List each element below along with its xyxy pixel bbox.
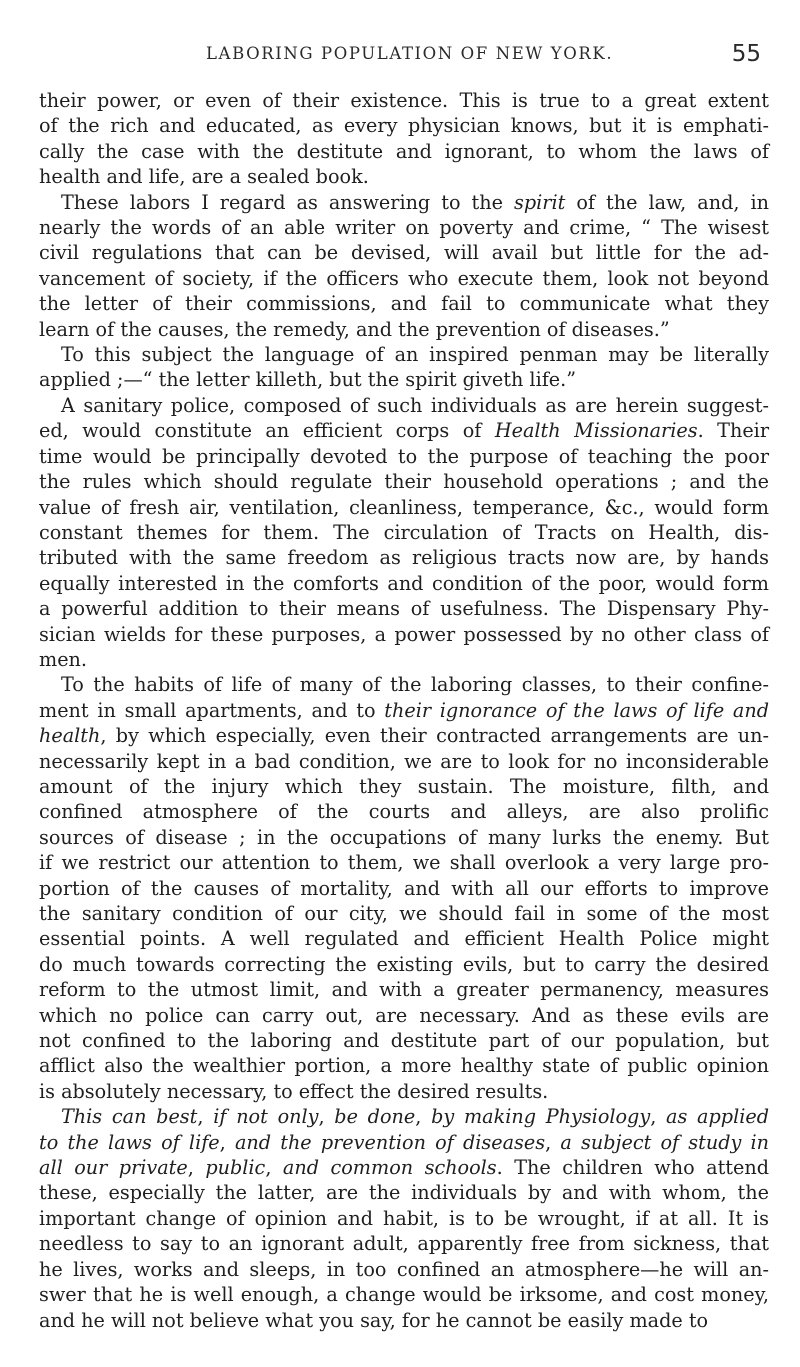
text-line: sician wields for these purposes, a power possessed by no other class of	[39, 622, 769, 646]
text-line: essential points. A well regulated and efficient Health Police might	[39, 927, 769, 951]
text-line: nearly the words of an able writer on poverty and crime, “ The wisest	[39, 216, 769, 240]
text-line: of the rich and educated, as every physician knows, but it is emphati-	[39, 114, 769, 138]
text-run: ,	[265, 1156, 283, 1180]
text-line: necessarily kept in a bad condition, we are to look for no inconsiderable	[39, 749, 769, 773]
text-line: amount of the injury which they sustain. The moisture, filth, and	[39, 774, 769, 798]
text-line	[39, 698, 769, 723]
text-run: ,	[545, 1130, 561, 1154]
text-line: a powerful addition to their means of usefulness. The Dispensary Phy-	[39, 597, 769, 621]
italic-phrase: to the laws of life	[39, 1130, 220, 1154]
text-line: time would be principally devoted to the purpose of teaching the poor	[39, 444, 769, 468]
italic-phrase: This can best	[61, 1105, 198, 1129]
italic-phrase: their ignorance of the laws of life and	[384, 698, 769, 722]
italic-phrase: a subject of study in	[560, 1130, 770, 1154]
body-text	[39, 88, 769, 1333]
text-line: men.	[39, 647, 88, 671]
text-line	[39, 418, 769, 443]
text-line: the letter of their commissions, and fail to communicate what they	[39, 292, 769, 316]
text-line: cally the case with the destitute and ignorant, to whom the laws of	[39, 139, 769, 163]
text-run: of the law, and, in	[565, 190, 770, 214]
text-line: reform to the utmost limit, and with a greater permanency, measures	[39, 978, 769, 1002]
text-line: the rules which should regulate their household operations ; and the	[39, 470, 769, 494]
text-run: . The children who attend	[496, 1156, 769, 1180]
text-line: applied ;—“ the letter killeth, but the spirit giveth life.”	[39, 368, 577, 392]
italic-phrase: if not only	[213, 1105, 319, 1129]
text-line: their power, or even of their existence. This is true to a great extent	[39, 89, 769, 112]
text-line	[39, 723, 769, 748]
text-line: these, especially the latter, are the individuals by and with whom, the	[39, 1181, 769, 1205]
running-head	[0, 41, 800, 74]
italic-phrase: and common schools	[282, 1156, 497, 1180]
text-run: ,	[415, 1105, 432, 1129]
text-line: needless to say to an ignorant adult, apparently free from sickness, that	[39, 1232, 769, 1256]
text-line: constant themes for them. The circulation of Tracts on Health, dis-	[39, 520, 769, 544]
text-line: sources of disease ; in the occupations of many lurks the enemy. But	[39, 825, 769, 849]
text-line	[39, 190, 769, 215]
text-run: These labors I regard as answering to the	[61, 190, 514, 214]
text-line: which no police can carry out, are necessary. And as these evils are	[39, 1003, 769, 1027]
text-line: portion of the causes of mortality, and with all our efforts to improve	[39, 876, 769, 900]
italic-phrase: and the prevention of diseases	[234, 1130, 546, 1154]
text-line: is absolutely necessary, to effect the desired results.	[39, 1079, 549, 1103]
text-line: equally interested in the comforts and condition of the poor, would form	[39, 571, 769, 595]
text-run: ,	[650, 1105, 667, 1129]
text-line: confined atmosphere of the courts and alleys, are also prolific	[39, 800, 769, 824]
text-line: he lives, works and sleeps, in too confined an atmosphere—he will an-	[39, 1257, 769, 1281]
text-run: , by which especially, even their contracted arrangements are un-	[100, 724, 769, 748]
text-line: To this subject the language of an inspired penman may be literally	[61, 343, 769, 367]
text-run: ,	[318, 1105, 335, 1129]
italic-phrase: all our private	[39, 1156, 188, 1180]
italic-phrase: be done	[334, 1105, 416, 1129]
text-line: the sanitary condition of our city, we should fail in some of the most	[39, 902, 769, 925]
text-line: afflict also the wealthier portion, a more healthy state of public opinion	[39, 1054, 769, 1078]
italic-phrase: as applied	[666, 1105, 769, 1129]
text-line: value of fresh air, ventilation, cleanliness, temperance, &c., would form	[39, 495, 769, 519]
page-number: 55	[731, 41, 761, 67]
text-line	[39, 1104, 769, 1129]
italic-phrase: Health Missionaries	[494, 419, 698, 443]
italic-phrase: spirit	[514, 190, 566, 214]
text-run: ,	[219, 1130, 235, 1154]
text-line	[39, 1155, 769, 1180]
text-line: if we restrict our attention to them, we shall overlook a very large pro-	[39, 851, 769, 875]
italic-phrase: by making Physiology	[431, 1105, 651, 1129]
text-line: learn of the causes, the remedy, and the prevention of diseases.”	[39, 317, 670, 341]
italic-phrase: public	[205, 1156, 266, 1180]
italic-phrase: health	[39, 724, 101, 748]
text-run: ment in small apartments, and to	[39, 698, 385, 722]
text-line	[39, 1130, 769, 1155]
text-line: A sanitary police, composed of such individuals as are herein suggest-	[61, 393, 769, 417]
text-run: ,	[187, 1156, 206, 1180]
text-line: tributed with the same freedom as religious tracts now are, by hands	[39, 546, 769, 570]
text-line: swer that he is well enough, a change would be irksome, and cost money,	[39, 1283, 769, 1307]
text-line: important change of opinion and habit, is to be wrought, if at all. It is	[39, 1206, 769, 1230]
running-head-title: LABORING POPULATION OF NEW YORK.	[206, 44, 614, 63]
text-line: To the habits of life of many of the laboring classes, to their confine-	[61, 673, 769, 697]
text-run: ed, would constitute an efficient corps of	[39, 419, 495, 443]
text-line: do much towards correcting the existing evils, but to carry the desired	[39, 952, 769, 976]
text-line: civil regulations that can be devised, will avail but little for the ad-	[39, 241, 769, 265]
text-line: and he will not believe what you say, for he cannot be easily made to	[39, 1308, 709, 1332]
text-line: vancement of society, if the officers who execute them, look not beyond	[39, 266, 769, 290]
text-line: not confined to the laboring and destitute part of our population, but	[39, 1029, 769, 1053]
text-line: health and life, are a sealed book.	[39, 165, 369, 189]
text-run: ,	[197, 1105, 214, 1129]
text-run: . Their	[697, 419, 769, 443]
